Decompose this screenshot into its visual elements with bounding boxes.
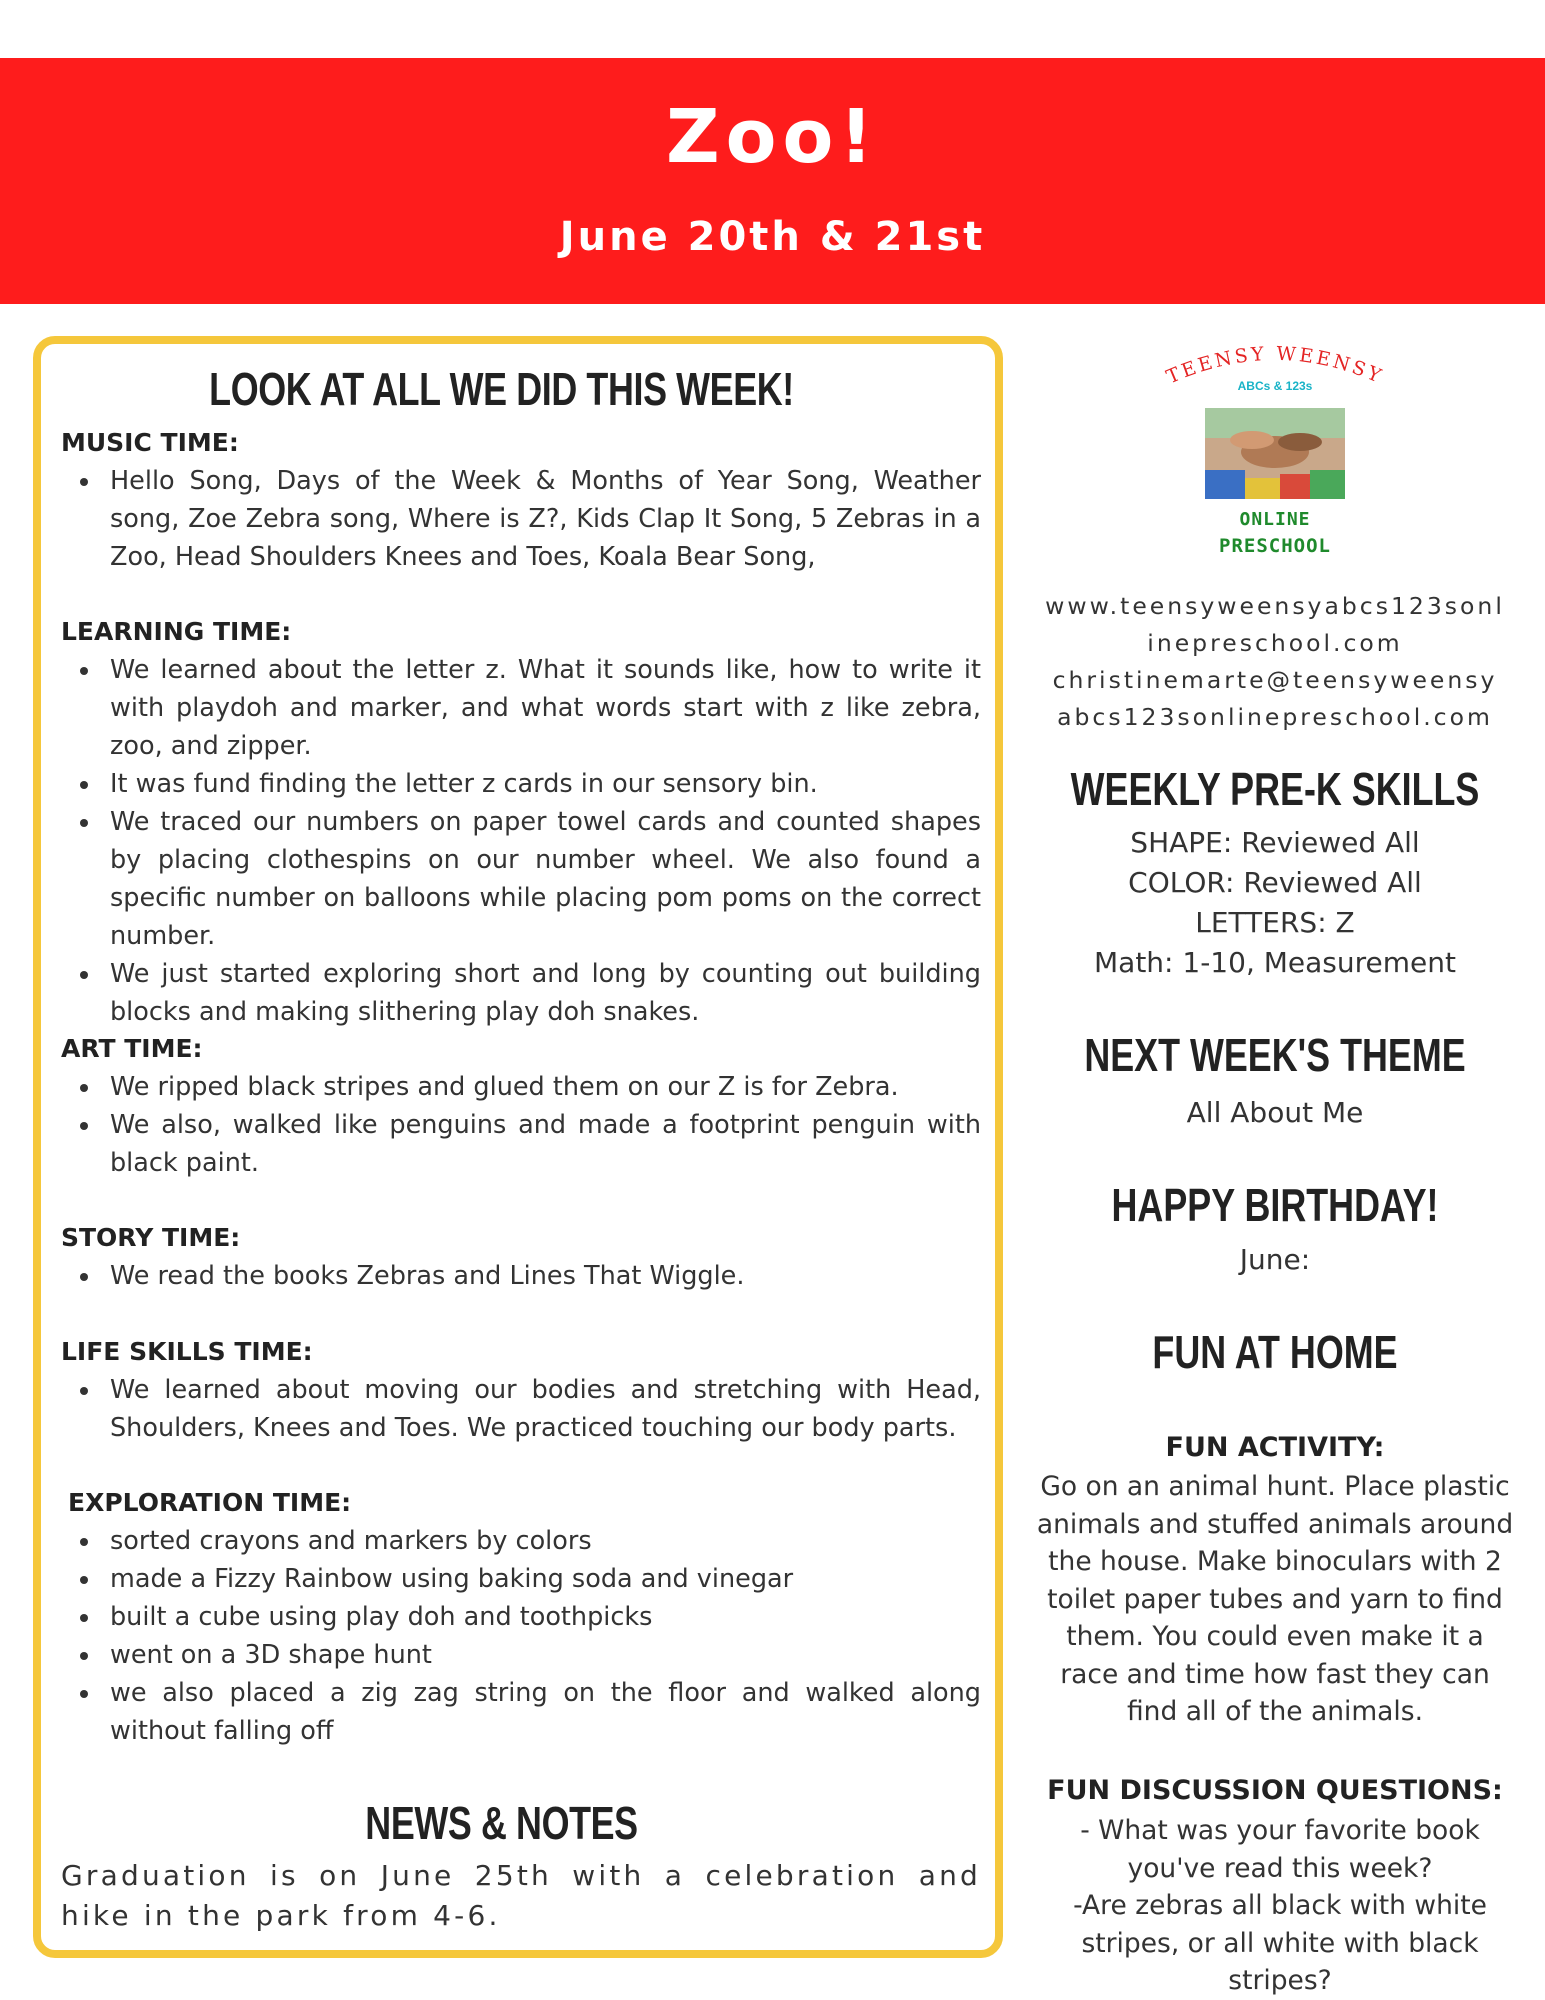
website-link[interactable]: www.teensyweensyabcs123sonlinepreschool.com bbox=[1045, 592, 1505, 657]
section-label-learning: LEARNING TIME: bbox=[61, 617, 292, 646]
logo-subtitle: ABCs & 123s bbox=[1237, 379, 1313, 393]
birthday-text: June: bbox=[1239, 1243, 1311, 1276]
list-item: built a cube using play doh and toothpicks bbox=[78, 1598, 981, 1636]
list-item: we also placed a zig zag string on the floor and walked along without falling off bbox=[78, 1674, 981, 1750]
discussion-questions bbox=[1035, 1812, 1525, 2000]
list-item: We learned about the letter z. What it sounds like, how to write it with playdoh and marker, and what words start with z like zebra, zoo, and zipper. bbox=[78, 651, 981, 765]
list-item: We read the books Zebras and Lines That Wiggle. bbox=[78, 1257, 981, 1295]
page-date: June 20th & 21st bbox=[559, 214, 986, 260]
skills-heading: WEEKLY PRE-K SKILLS bbox=[1070, 763, 1480, 815]
list-item: It was fund finding the letter z cards in our sensory bin. bbox=[78, 765, 981, 803]
week-heading: LOOK AT ALL WE DID THIS WEEK! bbox=[209, 363, 794, 415]
discussion-question: -Are zebras all black with white stripes, or all white with black stripes? bbox=[1073, 1890, 1487, 1996]
list-item: sorted crayons and markers by colors bbox=[78, 1522, 981, 1560]
section-label-story: STORY TIME: bbox=[61, 1223, 241, 1252]
section-label-art: ART TIME: bbox=[61, 1034, 203, 1063]
fun-activity-text: Go on an animal hunt. Place plastic animals and stuffed animals around the house. Make binoculars with 2 toilet paper tubes and yarn to find them. You could even make it a race and time how fast they can find all of the animals. bbox=[1036, 1471, 1514, 1727]
section-label-life-skills: LIFE SKILLS TIME: bbox=[61, 1337, 313, 1366]
logo-preschool: PRESCHOOL bbox=[1219, 535, 1331, 557]
skill-color: COLOR: Reviewed All bbox=[1128, 866, 1422, 899]
list-exploration bbox=[78, 1522, 981, 1750]
skill-letters: LETTERS: Z bbox=[1195, 906, 1355, 939]
logo-online: ONLINE bbox=[1239, 509, 1311, 530]
list-life-skills bbox=[78, 1371, 981, 1447]
logo-arc-text: TEENSY WEENSY bbox=[1163, 342, 1387, 389]
header-banner bbox=[0, 58, 1545, 304]
email-link[interactable]: christinemarte@teensyweensyabcs123sonlinepreschool.com bbox=[1052, 666, 1498, 731]
list-item: went on a 3D shape hunt bbox=[78, 1636, 981, 1674]
logo-graphic bbox=[1160, 340, 1390, 570]
section-label-exploration: EXPLORATION TIME: bbox=[68, 1488, 352, 1517]
skills-list bbox=[1035, 823, 1515, 983]
list-art bbox=[78, 1068, 981, 1182]
list-learning bbox=[78, 651, 981, 1031]
skill-shape: SHAPE: Reviewed All bbox=[1130, 826, 1420, 859]
list-story bbox=[78, 1257, 981, 1295]
discussion-question: - What was your favorite book you've read this week? bbox=[1080, 1815, 1480, 1884]
list-item: We learned about moving our bodies and stretching with Head, Shoulders, Knees and Toes. We practiced touching our body parts. bbox=[78, 1371, 981, 1447]
next-theme-heading: NEXT WEEK'S THEME bbox=[1084, 1029, 1466, 1081]
list-item: We also, walked like penguins and made a footprint penguin with black paint. bbox=[78, 1106, 981, 1182]
fun-activity-label: FUN ACTIVITY: bbox=[1165, 1432, 1385, 1463]
section-label-music: MUSIC TIME: bbox=[61, 428, 239, 457]
list-item: Hello Song, Days of the Week & Months of Year Song, Weather song, Zoe Zebra song, Where is Z?, Kids Clap It Song, 5 Zebras in a Zoo, Head Shoulders Knees and Toes, Koala Bear Song, bbox=[78, 462, 981, 576]
birthday-heading: HAPPY BIRTHDAY! bbox=[1111, 1179, 1439, 1231]
list-item: We traced our numbers on paper towel cards and counted shapes by placing clothespins on our number wheel. We also found a specific number on balloons while placing pom poms on the correct number. bbox=[78, 803, 981, 955]
school-logo bbox=[1160, 340, 1390, 570]
next-theme-text: All About Me bbox=[1186, 1096, 1364, 1129]
discussion-label: FUN DISCUSSION QUESTIONS: bbox=[1047, 1775, 1503, 1806]
news-text: Graduation is on June 25th with a celebration and hike in the park from 4-6. bbox=[61, 1859, 981, 1932]
page-title: Zoo! bbox=[665, 94, 880, 180]
skill-math: Math: 1-10, Measurement bbox=[1094, 946, 1456, 979]
news-heading: NEWS & NOTES bbox=[365, 1797, 638, 1849]
fun-at-home-heading: FUN AT HOME bbox=[1152, 1326, 1398, 1378]
list-item: We ripped black stripes and glued them on our Z is for Zebra. bbox=[78, 1068, 981, 1106]
list-item: made a Fizzy Rainbow using baking soda and vinegar bbox=[78, 1560, 981, 1598]
list-item: We just started exploring short and long by counting out building blocks and making slithering play doh snakes. bbox=[78, 955, 981, 1031]
list-music bbox=[78, 462, 981, 576]
